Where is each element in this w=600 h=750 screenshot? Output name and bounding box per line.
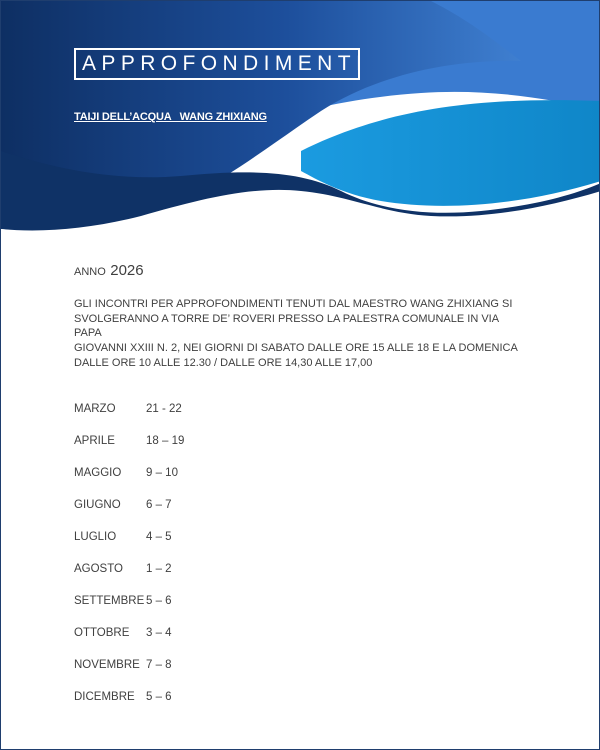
schedule-row — [74, 531, 274, 563]
schedule-month: APRILE — [74, 435, 115, 447]
schedule-month: GIUGNO — [74, 499, 121, 511]
schedule-row — [74, 659, 274, 691]
schedule-row — [74, 435, 274, 467]
schedule-month: MARZO — [74, 403, 116, 415]
schedule-month: NOVEMBRE — [74, 659, 140, 671]
schedule-month: DICEMBRE — [74, 691, 135, 703]
schedule-row — [74, 403, 274, 435]
schedule-list — [74, 403, 274, 723]
schedule-days: 7 – 8 — [146, 659, 172, 671]
schedule-month: MAGGIO — [74, 467, 122, 479]
intro-paragraph — [74, 297, 524, 371]
year-label: ANNO — [74, 266, 106, 278]
page-subtitle: TAIJI DELL’ACQUA WANG ZHIXIANG — [74, 111, 267, 123]
schedule-days: 5 – 6 — [146, 691, 172, 703]
schedule-row — [74, 627, 274, 659]
intro-text: GLI INCONTRI PER APPROFONDIMENTI TENUTI DAL MAESTRO WANG ZHIXIANG SI SVOLGERANNO A TORRE DE’ ROVERI PRESSO LA PALESTRA COMUNALE IN VIA PAPA GIOVANNI XXIII N. 2, NEI GIORNI DI SABATO DALLE ORE 15 ALLE 18 E LA DOMENICA DALLE ORE 10 ALLE 12.30 / DALLE ORE 14,30 ALLE 17,00 — [74, 298, 518, 369]
schedule-days: 6 – 7 — [146, 499, 172, 511]
schedule-days: 9 – 10 — [146, 467, 178, 479]
year-heading — [74, 262, 144, 280]
schedule-month: AGOSTO — [74, 563, 123, 575]
schedule-row — [74, 563, 274, 595]
schedule-row — [74, 499, 274, 531]
schedule-days: 21 - 22 — [146, 403, 182, 415]
schedule-days: 5 – 6 — [146, 595, 172, 607]
year-value: 2026 — [110, 262, 144, 279]
schedule-month: OTTOBRE — [74, 627, 130, 639]
schedule-days: 18 – 19 — [146, 435, 185, 447]
schedule-month: LUGLIO — [74, 531, 117, 543]
page-title: APPROFONDIMENTI — [74, 48, 360, 80]
schedule-row — [74, 595, 274, 627]
schedule-days: 1 – 2 — [146, 563, 172, 575]
schedule-days: 4 – 5 — [146, 531, 172, 543]
schedule-row — [74, 691, 274, 723]
schedule-month: SETTEMBRE — [74, 595, 145, 607]
schedule-row — [74, 467, 274, 499]
schedule-days: 3 – 4 — [146, 627, 172, 639]
